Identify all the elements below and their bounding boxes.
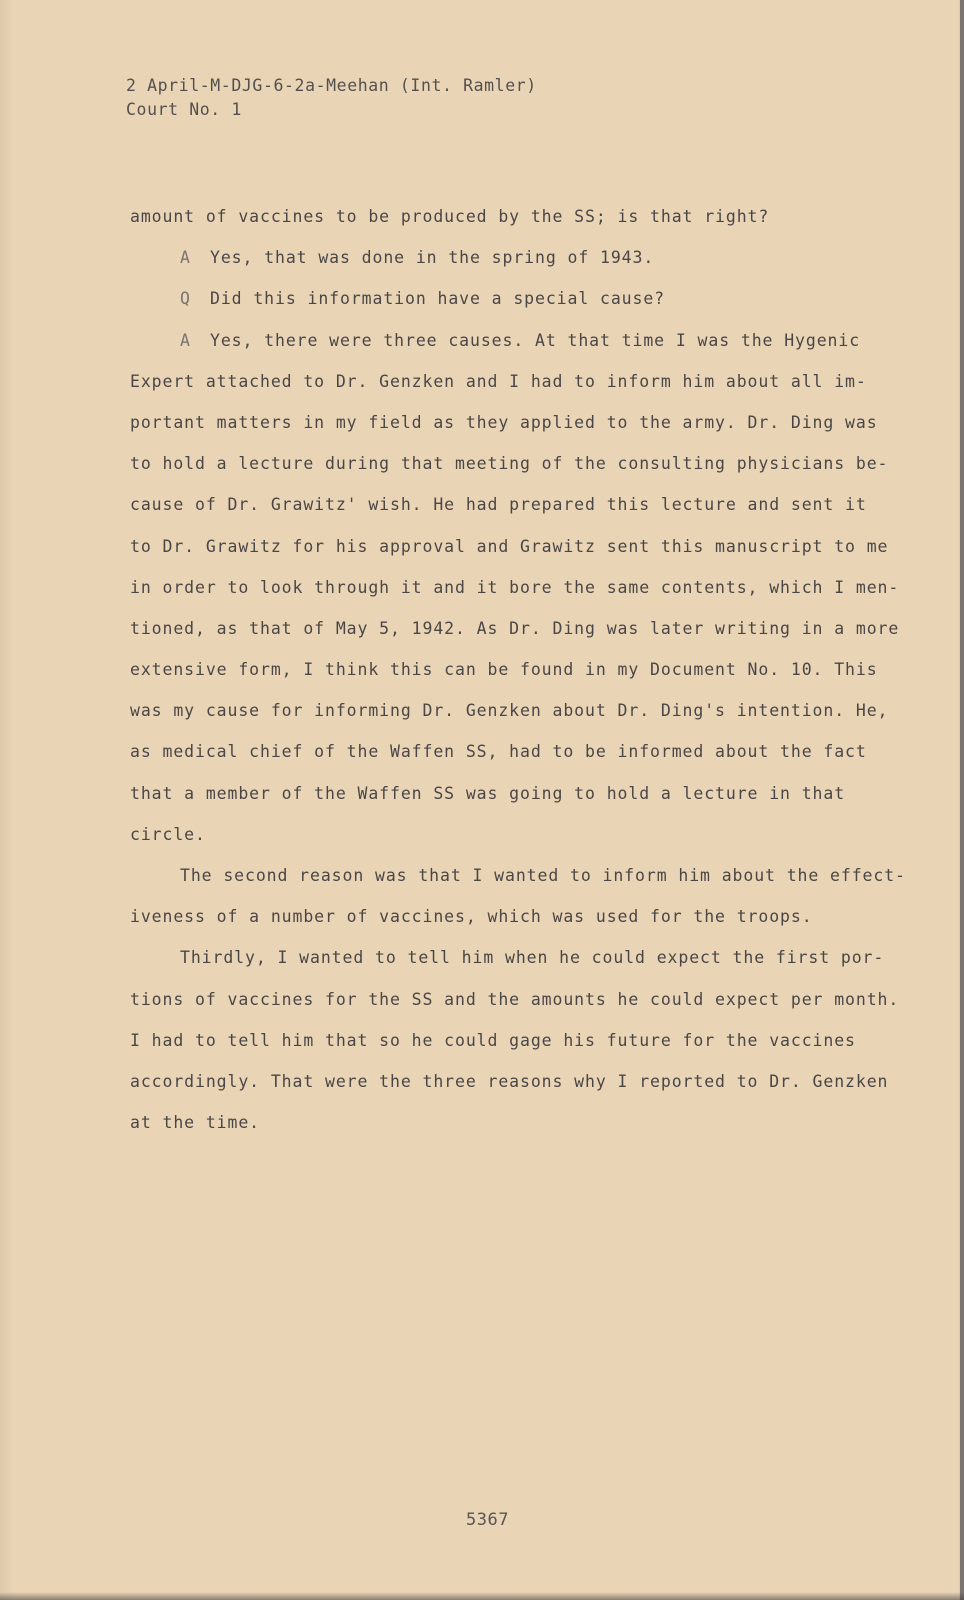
page-edge-right	[960, 0, 964, 1600]
transcript-line: accordingly. That were the three reasons why I reported to Dr. Genzken	[130, 1071, 889, 1091]
paragraph-start-line: The second reason was that I wanted to inform him about the effect-	[180, 866, 906, 885]
transcript-line: in order to look through it and it bore the same contents, which I men-	[130, 577, 900, 597]
answer-text: Yes, that was done in the spring of 1943.	[210, 248, 655, 268]
document-header	[126, 74, 537, 122]
transcript-line: was my cause for informing Dr. Genzken about Dr. Ding's intention. He,	[130, 701, 889, 721]
answer-text: Yes, there were three causes. At that time I was the Hygenic	[210, 330, 861, 350]
transcript-line: extensive form, I think this can be found in my Document No. 10. This	[130, 660, 878, 680]
header-court-line: Court No. 1	[126, 100, 242, 119]
speaker-mark-answer: A	[180, 248, 191, 268]
transcript-line: Expert attached to Dr. Genzken and I had to inform him about all im-	[130, 371, 867, 391]
transcript-line: amount of vaccines to be produced by the SS; is that right?	[130, 207, 770, 226]
answer-line	[130, 320, 890, 361]
page-edge-bottom	[0, 1592, 964, 1600]
transcript-line: circle.	[130, 824, 206, 844]
speaker-mark-question: Q	[180, 289, 191, 309]
transcript-line: portant matters in my field as they applied to the army. Dr. Ding was	[130, 412, 878, 432]
paragraph-start-line: Thirdly, I wanted to tell him when he could expect the first por-	[180, 948, 885, 968]
transcript-line: as medical chief of the Waffen SS, had to be informed about the fact	[130, 742, 867, 762]
question-line	[130, 278, 890, 319]
transcript-line: tions of vaccines for the SS and the amounts he could expect per month.	[130, 989, 900, 1009]
transcript-line: iveness of a number of vaccines, which was used for the troops.	[130, 907, 813, 927]
page-number: 5367	[466, 1510, 509, 1530]
speaker-mark-answer: A	[180, 330, 191, 350]
transcript-line: to hold a lecture during that meeting of the consulting physicians be-	[130, 454, 889, 474]
answer-line	[130, 237, 890, 278]
transcript-line: to Dr. Grawitz for his approval and Grawitz sent this manuscript to me	[130, 536, 889, 556]
transcript-line: tioned, as that of May 5, 1942. As Dr. Ding was later writing in a more	[130, 618, 900, 638]
transcript-line: at the time.	[130, 1113, 261, 1133]
transcript-line: I had to tell him that so he could gage his future for the vaccines	[130, 1030, 856, 1050]
header-session-line: 2 April-M-DJG-6-2a-Meehan (Int. Ramler)	[126, 76, 537, 95]
transcript-body	[130, 196, 906, 1143]
question-text: Did this information have a special cause?	[210, 289, 666, 309]
transcript-line: cause of Dr. Grawitz' wish. He had prepared this lecture and sent it	[130, 495, 867, 515]
transcript-line: that a member of the Waffen SS was going to hold a lecture in that	[130, 783, 846, 803]
